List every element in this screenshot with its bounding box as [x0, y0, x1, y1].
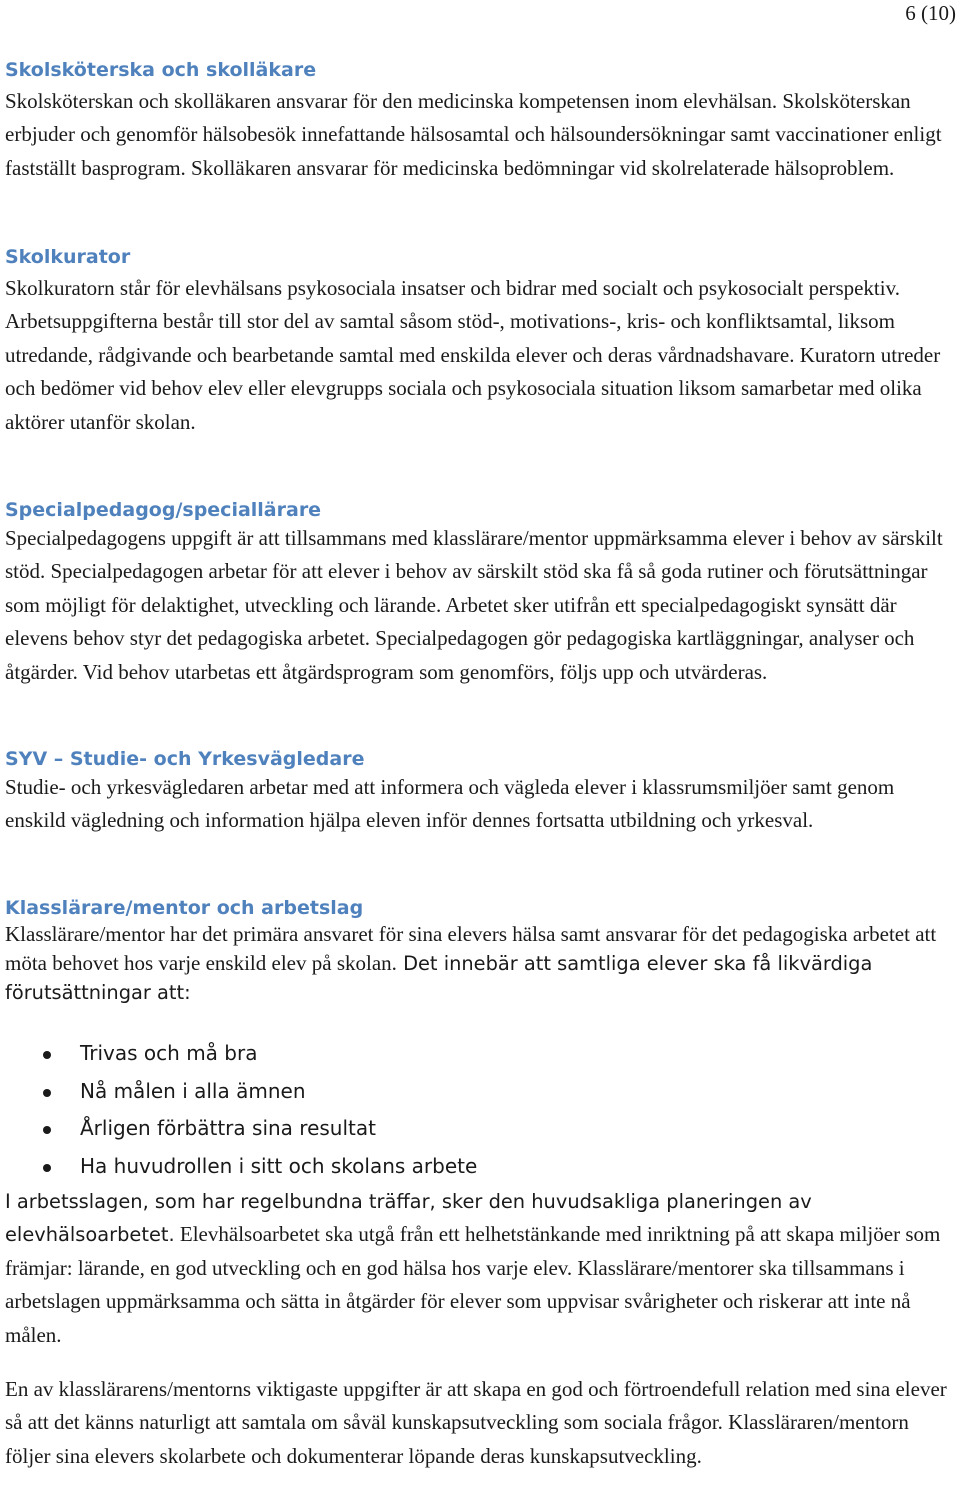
list-item [5, 1110, 477, 1148]
paragraph-arbetslag [5, 1185, 957, 1352]
list-item-text: Årligen förbättra sina resultat [80, 1116, 376, 1140]
heading-skolkurator: Skolkurator [5, 246, 131, 268]
heading-specialpedagog: Specialpedagog/speciallärare [5, 499, 322, 521]
paragraph-syv: Studie- och yrkesvägledaren arbetar med att informera och vägleda elever i klassrumsmiljöer samt genom enskild vägledning och information hjälpa eleven inför dennes fortsatta utbildning och yrkesval. [5, 775, 895, 833]
bullet-icon [43, 1126, 51, 1134]
list-item [5, 1148, 477, 1186]
list-item [5, 1073, 477, 1111]
paragraph-skolskoterska: Skolsköterskan och skolläkaren ansvarar för den medicinska kompetensen inom elevhälsan. Skolsköterskan erbjuder och genomför hälsobesök innefattande hälsosamtal och hälsoundersökningar samt vaccinationer enligt fastställt basprogram. Skolläkaren ansvarar för medicinska bedömningar vid skolrelaterade hälsoproblem. [5, 89, 942, 180]
list-item-text: Trivas och må bra [80, 1041, 258, 1065]
list-item-text: Nå målen i alla ämnen [80, 1078, 306, 1103]
bullet-icon [43, 1051, 51, 1059]
paragraph-specialpedagog: Specialpedagogens uppgift är att tillsammans med klasslärare/mentor uppmärksamma elever i behov av särskilt stöd. Specialpedagogen arbetar för att elever i behov av särskilt stöd ska få så goda rutiner och förutsättningar som möjligt för delaktighet, utveckling och lärande. Arbetet sker utifrån ett specialpedagogiskt synsätt där elevens behov styr det pedagogiska arbetet. Specialpedagogen gör pedagogiska kartläggningar, analyser och åtgärder. Vid behov utarbetas ett åtgärdsprogram som genomförs, följs upp och utvärderas. [5, 526, 943, 684]
page-number: 6 (10) [905, 1, 956, 25]
bullet-list [5, 1035, 477, 1185]
heading-klasslarare: Klasslärare/mentor och arbetslag [5, 897, 364, 919]
paragraph-mentor-relation: En av klasslärarens/mentorns viktigaste uppgifter är att skapa en god och förtroendefull relation med sina elever så att det känns naturligt att samtala om såväl kunskapsutveckling som sociala frågor. Klassläraren/mentorn följer sina elevers skolarbete och dokumenterar löpande deras kunskapsutveckling. [5, 1377, 947, 1468]
list-item [5, 1035, 477, 1073]
paragraph-klasslarare [5, 920, 957, 1007]
bullet-icon [43, 1164, 51, 1172]
heading-skolskoterska: Skolsköterska och skolläkare [5, 59, 317, 81]
klasslarare-text-sans: Det innebär att samtliga elever ska få likvärdiga förutsättningar att: [5, 952, 873, 1004]
heading-syv: SYV – Studie- och Yrkesvägledare [5, 748, 365, 770]
arbetslag-text-sans: I arbetsslagen, som har regelbundna träffar, sker den huvudsakliga planeringen av elevhälsoarbetet. [5, 1190, 812, 1247]
arbetslag-text-serif: Elevhälsoarbetet ska utgå från ett helhetstänkande med inriktning på att skapa miljöer som främjar: lärande, en god utveckling och en god hälsa hos varje elev. Klasslärare/mentorer ska tillsammans i arbetslagen uppmärksamma och sätta in åtgärder för elever som uppvisar svårigheter och riskerar att inte nå målen. [5, 1222, 941, 1347]
paragraph-skolkurator: Skolkuratorn står för elevhälsans psykosociala insatser och bidrar med socialt och psykosocialt perspektiv. Arbetsuppgifterna består till stor del av samtal såsom stöd-, motivations-, kris- och konfliktsamtal, liksom utredande, rådgivande och bearbetande samtal med enskilda elever och deras vårdnadshavare. Kuratorn utreder och bedömer vid behov elev eller elevgrupps sociala och psykosociala situation liksom samarbetar med olika aktörer utanför skolan. [5, 276, 941, 434]
list-item-text: Ha huvudrollen i sitt och skolans arbete [80, 1153, 478, 1178]
bullet-icon [43, 1089, 51, 1097]
klasslarare-text-serif: Klasslärare/mentor har det primära ansvaret för sina elevers hälsa samt ansvarar för det pedagogiska arbetet att möta behovet hos varje enskild elev på skolan. [5, 922, 937, 975]
